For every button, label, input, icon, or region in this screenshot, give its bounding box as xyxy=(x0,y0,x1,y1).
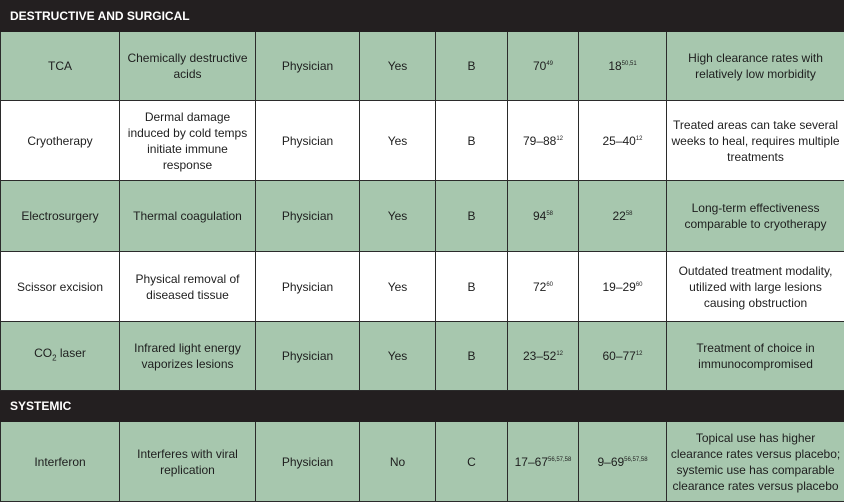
approved-cell xyxy=(360,101,436,181)
mechanism-cell-text: Thermal coagulation xyxy=(133,209,242,223)
comments-text: Treated areas can take several weeks to heal, requires multiple treatments xyxy=(671,117,840,164)
comments-text: Treatment of choice in immunocompromised xyxy=(696,341,815,371)
comments-text: Outdated treatment modality, utilized with large lesions causing obstruction xyxy=(678,263,833,310)
mechanism-cell-text: Infrared light energy vaporizes lesions xyxy=(134,341,241,371)
clearance-cell xyxy=(508,101,579,181)
table-row xyxy=(1,252,844,322)
administered-by-cell-text: Physician xyxy=(281,209,334,223)
administered-by-cell xyxy=(256,32,360,101)
treatment-subscript: 2 xyxy=(52,353,57,363)
administered-by-cell-text: Physician xyxy=(281,133,334,148)
administered-by-cell xyxy=(256,422,360,502)
recurrence-reference: 50,51 xyxy=(621,61,637,67)
clearance-cell xyxy=(508,422,579,502)
clearance-value: 17–67 xyxy=(514,454,548,469)
recurrence-reference: 56,57,58 xyxy=(624,456,648,463)
treatment-name: Electrosurgery xyxy=(21,209,99,223)
clearance-value: 79–88 xyxy=(522,133,557,148)
treatment-cell xyxy=(1,181,120,252)
comments-cell xyxy=(667,422,844,502)
clearance-cell xyxy=(508,181,579,252)
recurrence-cell xyxy=(579,101,667,181)
grade-cell-text: C xyxy=(467,454,476,469)
section-header xyxy=(1,391,844,422)
section-title: DESTRUCTIVE AND SURGICAL xyxy=(1,1,844,32)
administered-by-cell xyxy=(256,252,360,322)
comments-cell xyxy=(667,252,844,322)
clearance-value: 94 xyxy=(532,209,547,223)
section-title: SYSTEMIC xyxy=(1,391,844,422)
treatment-suffix: laser xyxy=(56,346,86,361)
approved-cell xyxy=(360,322,436,391)
mechanism-cell-text: Interferes with viral replication xyxy=(137,446,238,477)
approved-cell-text: No xyxy=(389,454,406,469)
administered-by-cell xyxy=(256,322,360,391)
comments-cell xyxy=(667,32,844,101)
recurrence-reference: 12 xyxy=(635,135,643,142)
approved-cell xyxy=(360,422,436,502)
grade-cell-text: B xyxy=(467,133,476,148)
recurrence-cell xyxy=(579,32,667,101)
table-row xyxy=(1,101,844,181)
grade-cell xyxy=(436,181,508,252)
recurrence-cell xyxy=(579,422,667,502)
clearance-reference: 12 xyxy=(556,135,564,142)
recurrence-reference: 60 xyxy=(635,281,643,288)
treatment-cell xyxy=(1,101,120,181)
grade-cell-text: B xyxy=(467,59,476,73)
administered-by-cell-text: Physician xyxy=(281,349,334,363)
comments-cell xyxy=(667,322,844,391)
clearance-value: 72 xyxy=(532,279,547,294)
administered-by-cell-text: Physician xyxy=(281,59,334,73)
grade-cell xyxy=(436,322,508,391)
recurrence-reference: 12 xyxy=(635,351,643,357)
comments-cell xyxy=(667,101,844,181)
treatment-name: Cryotherapy xyxy=(27,133,93,148)
recurrence-value: 60–77 xyxy=(602,349,636,363)
mechanism-cell xyxy=(120,181,256,252)
recurrence-reference: 58 xyxy=(625,211,633,217)
table-row xyxy=(1,32,844,101)
clearance-reference: 49 xyxy=(546,61,554,67)
administered-by-cell xyxy=(256,101,360,181)
clearance-reference: 60 xyxy=(546,281,554,288)
administered-by-cell-text: Physician xyxy=(281,279,334,294)
treatment-cell xyxy=(1,252,120,322)
approved-cell-text: Yes xyxy=(387,133,408,148)
recurrence-cell xyxy=(579,252,667,322)
mechanism-cell-text: Dermal damage induced by cold temps initiate immune response xyxy=(127,109,248,172)
mechanism-cell xyxy=(120,32,256,101)
section-header xyxy=(1,1,844,32)
mechanism-cell xyxy=(120,322,256,391)
approved-cell-text: Yes xyxy=(387,59,408,73)
comments-text: High clearance rates with relatively low morbidity xyxy=(688,51,823,81)
clearance-cell xyxy=(508,32,579,101)
comments-text: Long-term effectiveness comparable to cryotherapy xyxy=(684,201,827,231)
clearance-reference: 12 xyxy=(556,351,564,357)
grade-cell-text: B xyxy=(467,209,476,223)
approved-cell-text: Yes xyxy=(387,279,408,294)
grade-cell-text: B xyxy=(467,279,476,294)
approved-cell-text: Yes xyxy=(387,209,408,223)
clearance-cell xyxy=(508,322,579,391)
treatment-name: CO xyxy=(34,346,53,361)
treatment-name: Scissor excision xyxy=(16,279,104,294)
approved-cell xyxy=(360,181,436,252)
grade-cell xyxy=(436,422,508,502)
table-row xyxy=(1,181,844,252)
treatment-cell xyxy=(1,32,120,101)
mechanism-cell-text: Chemically destructive acids xyxy=(127,51,248,81)
approved-cell xyxy=(360,252,436,322)
grade-cell xyxy=(436,252,508,322)
comments-cell xyxy=(667,181,844,252)
recurrence-value: 25–40 xyxy=(602,133,636,148)
treatment-cell xyxy=(1,422,120,502)
administered-by-cell-text: Physician xyxy=(281,454,334,469)
clearance-cell xyxy=(508,252,579,322)
mechanism-cell xyxy=(120,422,256,502)
approved-cell-text: Yes xyxy=(387,349,408,363)
grade-cell xyxy=(436,101,508,181)
recurrence-value: 18 xyxy=(608,59,622,73)
clearance-value: 70 xyxy=(532,59,547,73)
recurrence-value: 9–69 xyxy=(597,454,625,469)
mechanism-cell xyxy=(120,101,256,181)
treatment-name: TCA xyxy=(48,59,72,73)
treatment-name: Interferon xyxy=(34,454,86,469)
mechanism-cell xyxy=(120,252,256,322)
recurrence-value: 22 xyxy=(612,209,626,223)
grade-cell xyxy=(436,32,508,101)
approved-cell xyxy=(360,32,436,101)
treatment-cell xyxy=(1,322,120,391)
comments-text: Topical use has higher clearance rates versus placebo; systemic use has comparable clearance rates versus placebo xyxy=(670,430,841,493)
clearance-reference: 56,57,58 xyxy=(548,456,572,463)
recurrence-cell xyxy=(579,181,667,252)
table-row xyxy=(1,422,844,502)
recurrence-cell xyxy=(579,322,667,391)
clearance-value: 23–52 xyxy=(522,349,557,363)
table-row xyxy=(1,322,844,391)
administered-by-cell xyxy=(256,181,360,252)
table-body xyxy=(1,1,844,502)
recurrence-value: 19–29 xyxy=(602,279,636,294)
mechanism-cell-text: Physical removal of diseased tissue xyxy=(135,271,240,302)
grade-cell-text: B xyxy=(467,349,476,363)
clearance-reference: 58 xyxy=(546,211,554,217)
